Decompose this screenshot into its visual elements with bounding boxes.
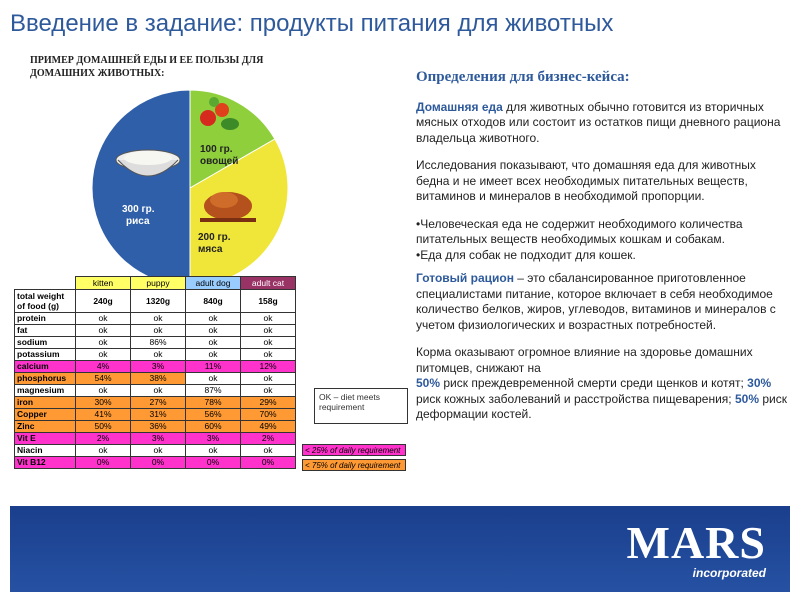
table-row bbox=[15, 337, 296, 349]
table-cell: 0% bbox=[186, 457, 241, 469]
table-row bbox=[15, 313, 296, 325]
table-cell: 158g bbox=[241, 290, 296, 313]
pie-label-vegetables: 100 гр. овощей bbox=[200, 144, 239, 167]
table-cell: 78% bbox=[186, 397, 241, 409]
legend-low-75: < 75% of daily requirement bbox=[302, 459, 406, 471]
nutrition-table bbox=[14, 276, 296, 469]
table-cell: ok bbox=[241, 313, 296, 325]
table-cell: 0% bbox=[131, 457, 186, 469]
definitions-panel bbox=[416, 70, 788, 435]
impact-text-b: риск преждевременной смерти среди щенков и котят; bbox=[440, 376, 744, 390]
table-row bbox=[15, 445, 296, 457]
table-row bbox=[15, 349, 296, 361]
column-header: adult cat bbox=[241, 277, 296, 290]
table-cell: ok bbox=[186, 445, 241, 457]
table-cell: ok bbox=[186, 349, 241, 361]
legend-low-25: < 25% of daily requirement bbox=[302, 444, 406, 456]
column-header: kitten bbox=[76, 277, 131, 290]
impact-text-c: риск кожных заболеваний и расстройства пищеварения; bbox=[416, 391, 732, 406]
pie-slice-rice bbox=[92, 90, 190, 286]
bullet-human-food: •Человеческая еда не содержит необходимого количества питательных веществ необходимых кошкам и собакам. bbox=[416, 216, 743, 246]
table-row bbox=[15, 373, 296, 385]
table-cell: ok bbox=[241, 385, 296, 397]
table-cell: ok bbox=[131, 313, 186, 325]
table-row-total-weight bbox=[15, 290, 296, 313]
table-cell: ok bbox=[76, 445, 131, 457]
table-corner bbox=[15, 277, 76, 290]
table-cell: 0% bbox=[76, 457, 131, 469]
row-label: Vit E bbox=[15, 433, 76, 445]
row-label: total weight of food (g) bbox=[15, 290, 76, 313]
table-cell: 49% bbox=[241, 421, 296, 433]
table-row bbox=[15, 421, 296, 433]
table-cell: ok bbox=[186, 337, 241, 349]
table-cell: 36% bbox=[131, 421, 186, 433]
table-cell: 27% bbox=[131, 397, 186, 409]
homemade-food-term: Домашняя еда bbox=[416, 99, 503, 114]
table-row bbox=[15, 361, 296, 373]
mars-logo: MARS bbox=[626, 517, 766, 568]
table-cell: 60% bbox=[186, 421, 241, 433]
column-header: adult dog bbox=[186, 277, 241, 290]
table-cell: 4% bbox=[76, 361, 131, 373]
example-subheading: ПРИМЕР ДОМАШНЕЙ ЕДЫ И ЕЕ ПОЛЬЗЫ ДЛЯ ДОМАШНИХ ЖИВОТНЫХ: bbox=[30, 55, 264, 79]
impact-text-a: Корма оказывают огромное влияние на здоровье домашних питомцев, снижают на bbox=[416, 345, 753, 375]
table-cell: 31% bbox=[131, 409, 186, 421]
homemade-food-definition bbox=[416, 100, 788, 147]
row-label: Vit B12 bbox=[15, 457, 76, 469]
table-cell: 41% bbox=[76, 409, 131, 421]
food-pie-chart bbox=[90, 88, 290, 288]
table-cell: 2% bbox=[241, 433, 296, 445]
table-cell: ok bbox=[76, 349, 131, 361]
table-header-row bbox=[15, 277, 296, 290]
table-cell: 3% bbox=[131, 361, 186, 373]
table-row bbox=[15, 457, 296, 469]
table-cell: ok bbox=[241, 445, 296, 457]
row-label: fat bbox=[15, 325, 76, 337]
table-cell: 30% bbox=[76, 397, 131, 409]
table-cell: 11% bbox=[186, 361, 241, 373]
table-cell: ok bbox=[241, 373, 296, 385]
row-label: magnesium bbox=[15, 385, 76, 397]
table-cell: ok bbox=[131, 445, 186, 457]
table-cell: 1320g bbox=[131, 290, 186, 313]
table-cell: 3% bbox=[186, 433, 241, 445]
table-cell: ok bbox=[186, 373, 241, 385]
impact-percent-2: 30% bbox=[747, 376, 772, 390]
table-cell: ok bbox=[241, 325, 296, 337]
row-label: potassium bbox=[15, 349, 76, 361]
health-impact-paragraph bbox=[416, 345, 788, 423]
table-cell: 12% bbox=[241, 361, 296, 373]
bullet-dog-food: •Еда для собак не подходит для кошек. bbox=[416, 247, 636, 262]
table-row bbox=[15, 397, 296, 409]
table-cell: ok bbox=[186, 313, 241, 325]
table-cell: ok bbox=[131, 385, 186, 397]
row-label: Zinc bbox=[15, 421, 76, 433]
table-cell: 87% bbox=[186, 385, 241, 397]
table-cell: ok bbox=[76, 325, 131, 337]
table-cell: 29% bbox=[241, 397, 296, 409]
research-paragraph: Исследования показывают, что домашняя еда для животных бедна и не имеет всех необходимых питательных веществ, витаминов и минералов в необходимой пропорции. bbox=[416, 158, 756, 203]
column-header: puppy bbox=[131, 277, 186, 290]
table-cell: ok bbox=[186, 325, 241, 337]
table-row bbox=[15, 409, 296, 421]
table-row bbox=[15, 325, 296, 337]
ready-diet-definition bbox=[416, 271, 788, 333]
ready-diet-text: – это сбалансированное приготовленное специалистами питание, которое включает в себя необходимое количество белков, жиров, углеводов, витаминов и минералов с учетом физиологических и возрастных потребностей. bbox=[416, 271, 776, 332]
legend-ok-note: OK – diet meets requirement bbox=[314, 388, 408, 424]
mars-logo-subtitle: incorporated bbox=[692, 566, 766, 580]
row-label: sodium bbox=[15, 337, 76, 349]
table-cell: ok bbox=[76, 385, 131, 397]
table-cell: 50% bbox=[76, 421, 131, 433]
impact-percent-3: 50% bbox=[734, 391, 760, 406]
table-cell: ok bbox=[76, 313, 131, 325]
row-label: iron bbox=[15, 397, 76, 409]
table-row bbox=[15, 433, 296, 445]
table-cell: 70% bbox=[241, 409, 296, 421]
table-cell: ok bbox=[241, 349, 296, 361]
pie-label-rice: 300 гр. риса bbox=[122, 204, 155, 227]
human-food-bullets bbox=[416, 217, 788, 264]
table-row bbox=[15, 385, 296, 397]
page-title: Введение в задание: продукты питания для животных bbox=[10, 10, 614, 37]
definitions-heading: Определения для бизнес-кейса: bbox=[416, 69, 630, 85]
table-cell: 56% bbox=[186, 409, 241, 421]
ready-diet-term: Готовый рацион bbox=[416, 271, 514, 285]
impact-percent-1: 50% bbox=[416, 376, 441, 390]
table-cell: ok bbox=[131, 325, 186, 337]
row-label: protein bbox=[15, 313, 76, 325]
row-label: phosphorus bbox=[15, 373, 76, 385]
impact-text-d: риск деформации костей. bbox=[416, 391, 787, 421]
table-cell: 54% bbox=[76, 373, 131, 385]
homemade-food-text: для животных обычно готовится из вторичных мясных отходов или состоит из остатков пищи дневного рациона владельца животного. bbox=[416, 99, 781, 145]
table-cell: ok bbox=[241, 337, 296, 349]
table-cell: ok bbox=[131, 349, 186, 361]
table-body bbox=[15, 313, 296, 469]
pie-label-meat: 200 гр. мяса bbox=[198, 232, 231, 255]
row-label: Niacin bbox=[15, 445, 76, 457]
row-label: calcium bbox=[15, 361, 76, 373]
table-cell: 2% bbox=[76, 433, 131, 445]
table-cell: ok bbox=[76, 337, 131, 349]
table-cell: 840g bbox=[186, 290, 241, 313]
table-cell: 0% bbox=[241, 457, 296, 469]
table-cell: 3% bbox=[131, 433, 186, 445]
footer-banner bbox=[10, 506, 790, 592]
table-cell: 240g bbox=[76, 290, 131, 313]
row-label: Copper bbox=[15, 409, 76, 421]
table-cell: 38% bbox=[131, 373, 186, 385]
table-cell: 86% bbox=[131, 337, 186, 349]
